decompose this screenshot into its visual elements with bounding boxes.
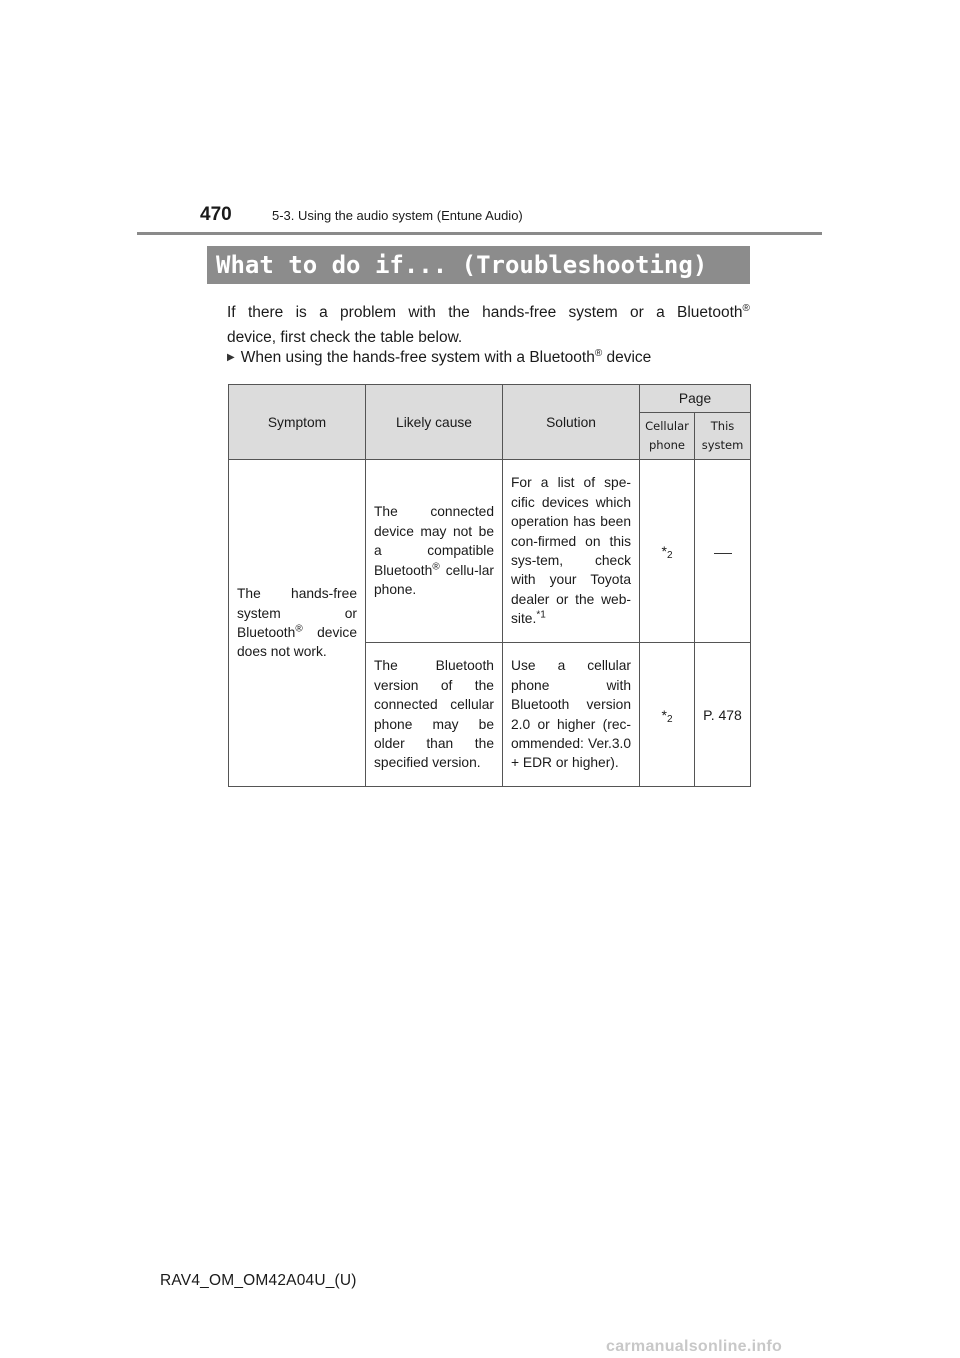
intro-paragraph [227,300,750,350]
page-title: What to do if... (Troubleshooting) [207,246,750,284]
document-code: RAV4_OM_OM42A04U_(U) [160,1272,357,1289]
intro-word: a [656,304,665,321]
cellular-page-ref: *2 [640,460,695,643]
page-number: 470 [200,204,232,225]
intro-word: the [448,304,470,321]
intro-word: If [227,304,236,321]
registered-mark: ® [594,347,603,359]
system-page-ref: P. 478 [695,643,751,787]
header-solution: Solution [503,385,640,460]
troubleshooting-table [228,384,751,787]
dash-mark [714,553,732,554]
bullet-item [227,349,651,367]
likely-cause-cell: The connected device may not be a compatible Bluetooth® cellu-lar phone. [366,460,503,643]
intro-word: problem [340,304,397,321]
triangle-bullet-icon: ▶ [227,352,235,363]
header-cellular-phone: Cellular phone [640,413,695,460]
intro-word: or [629,304,644,321]
solution-cell: For a list of spe-cific devices which operation has been con-firmed on this sys-tem, check with your Toyota dealer or the web-site.$^{*1}$ [503,460,640,643]
symptom-cell: The hands-free system or Bluetooth® device does not work. [229,460,366,787]
system-page-ref [695,460,751,643]
intro-word: system [568,304,618,321]
intro-word: Bluetooth® [677,302,750,321]
intro-word: hands-free [482,304,557,321]
intro-word: with [408,304,436,321]
header-likely-cause: Likely cause [366,385,503,460]
watermark: carmanualsonline.info [606,1338,783,1355]
intro-word: a [319,304,328,321]
header-rule [137,232,822,235]
likely-cause-cell: The Bluetooth version of the connected cellular phone may be older than the specified version. [366,643,503,787]
intro-line-1 [227,300,750,325]
bullet-text: When using the hands-free system with a Bluetooth [240,349,595,366]
solution-cell: Use a cellular phone with Bluetooth version 2.0 or higher (rec-ommended: Ver.3.0 + EDR or higher). [503,643,640,787]
bullet-text-end: device [606,349,652,366]
intro-word: there [247,304,284,321]
intro-line-2: device, first check the table below. [227,329,463,346]
intro-word: is [295,304,307,321]
table-row [229,460,751,643]
cellular-page-ref: *2 [640,643,695,787]
header-symptom: Symptom [229,385,366,460]
header-page: Page [640,385,751,413]
section-title: 5-3. Using the audio system (Entune Audio) [272,208,523,223]
registered-mark: ® [742,302,750,314]
header-this-system: This system [695,413,751,460]
